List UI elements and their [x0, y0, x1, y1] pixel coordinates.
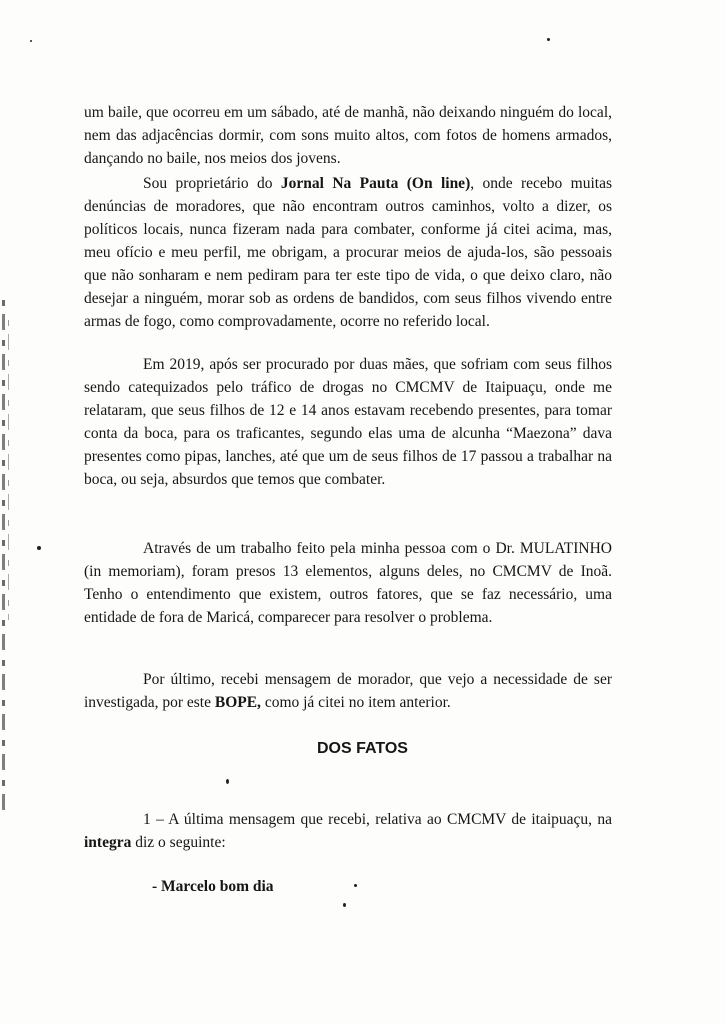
- paragraph-mulatinho: Através de um trabalho feito pela minha pessoa com o Dr. MULATINHO (in memoriam), foram presos 13 elementos, alguns deles, no CMCMV de Inoã. Tenho o entendimento que existem, outros fatores, que se faz necessário, uma entidade de fora de Maricá, comparecer para resolver o problema.: [84, 540, 612, 626]
- scan-edge-mark: [8, 320, 9, 620]
- paragraph-item-1-lead: 1 – A última mensagem que recebi, relativa ao CMCMV de itaipuaçu, na: [143, 811, 612, 828]
- paragraph-ultimo-lead: Por último, recebi mensagem de morador, que vejo a necessidade de ser investigada, por este: [84, 671, 612, 711]
- scan-speck: [343, 903, 346, 907]
- newspaper-name: Jornal Na Pauta (On line): [280, 175, 471, 192]
- paragraph-jornal-body: , onde recebo muitas denúncias de moradores, que não encontram outros caminhos, volto a dizer, os políticos locais, nunca fizeram nada para combater, conforme já citei acima, mas, meu ofício e meu perfil, me obrigam, a procurar meios de ajuda-los, são pessoais que não sonharam e nem pediram para ter este tipo de vida, o que deixo claro, não desejar a ninguém, morar sob as ordens de bandidos, com seus filhos vivendo entre armas de fogo, como comprovadamente, ocorre no referido local.: [84, 175, 612, 330]
- bope-label: BOPE,: [214, 694, 261, 711]
- section-heading: DOS FATOS: [317, 740, 408, 757]
- paragraph-item-1: [84, 808, 612, 854]
- scan-speck: [226, 779, 229, 784]
- paragraph-2019: Em 2019, após ser procurado por duas mães, que sofriam com seus filhos sendo catequizados pelo tráfico de drogas no CMCMV de Itaipuaçu, onde me relataram, que seus filhos de 12 e 14 anos estavam recebendo presentes, para tomar conta da boca, para os traficantes, segundo elas uma de alcunha “Maezona” dava presentes como pipas, lanches, até que um de seus filhos de 17 passou a trabalhar na boca, ou seja, absurdos que temos que combater.: [84, 356, 612, 488]
- paragraph-ultimo: [84, 668, 612, 714]
- integra-label: integra: [84, 834, 132, 851]
- paragraph-jornal-lead: Sou proprietário do: [143, 175, 281, 192]
- scan-speck: [354, 884, 357, 887]
- scan-speck: [30, 40, 32, 42]
- paragraph-baile: um baile, que ocorreu em um sábado, até de manhã, não deixando ninguém do local, nem das adjacências dormir, com sons muito altos, com fotos de homens armados, dançando no baile, nos meios dos jovens.: [84, 104, 612, 167]
- scan-speck: [37, 546, 41, 550]
- paragraph-ultimo-tail: como já citei no item anterior.: [260, 694, 451, 711]
- paragraph-jornal: [84, 172, 612, 333]
- scan-speck: [547, 38, 550, 41]
- paragraph-item-1-tail: diz o seguinte:: [131, 834, 226, 851]
- message-greeting: - Marcelo bom dia: [152, 878, 274, 895]
